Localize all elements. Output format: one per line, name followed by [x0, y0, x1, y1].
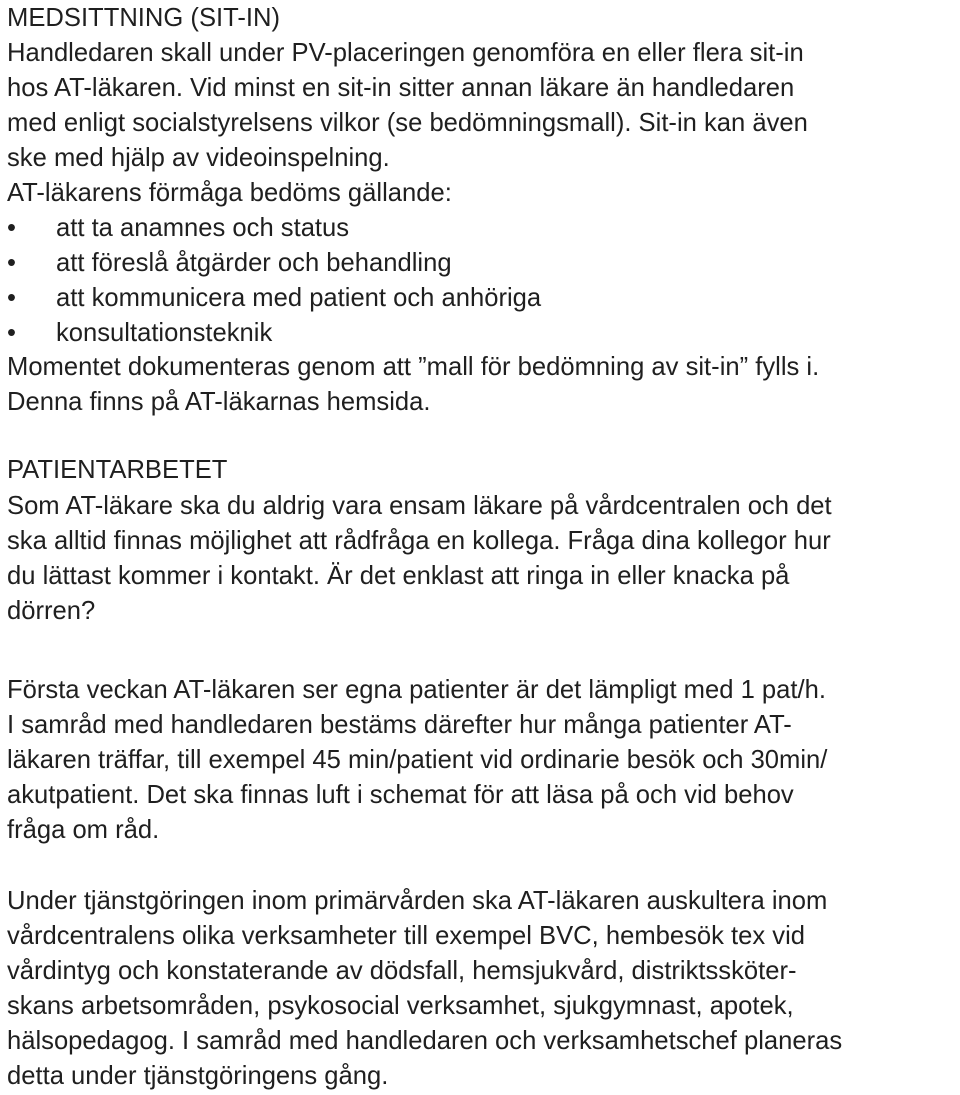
paragraph-line: I samråd med handledaren bestäms därefter hur många patienter AT-: [7, 711, 792, 739]
paragraph-line: skans arbetsområden, psykosocial verksamhet, sjukgymnast, apotek,: [7, 992, 794, 1020]
bullet-text: att föreslå åtgärder och behandling: [56, 249, 452, 277]
paragraph-line: Handledaren skall under PV-placeringen genomföra en eller flera sit-in: [7, 39, 804, 67]
paragraph-line: Under tjänstgöringen inom primärvården ska AT-läkaren auskultera inom: [7, 887, 828, 915]
bullet-icon: •: [7, 319, 16, 347]
paragraph-line: hälsopedagog. I samråd med handledaren och verksamhetschef planeras: [7, 1027, 843, 1055]
paragraph-line: dörren?: [7, 597, 96, 625]
paragraph-line: Som AT-läkare ska du aldrig vara ensam läkare på vårdcentralen och det: [7, 492, 832, 520]
bullet-text: konsultationsteknik: [56, 319, 273, 347]
paragraph-line: läkaren träffar, till exempel 45 min/patient vid ordinarie besök och 30min/: [7, 746, 828, 774]
paragraph-line: hos AT-läkaren. Vid minst en sit-in sitter annan läkare än handledaren: [7, 74, 795, 102]
paragraph-line: detta under tjänstgöringens gång.: [7, 1062, 389, 1090]
paragraph-line: vårdcentralens olika verksamheter till exempel BVC, hembesök tex vid: [7, 922, 806, 950]
bullet-icon: •: [7, 249, 16, 277]
bullet-text: att kommunicera med patient och anhöriga: [56, 284, 542, 312]
paragraph-line: du lättast kommer i kontakt. Är det enklast att ringa in eller knacka på: [7, 562, 790, 590]
paragraph-line: Denna finns på AT-läkarnas hemsida.: [7, 388, 431, 416]
paragraph-line: med enligt socialstyrelsens vilkor (se bedömningsmall). Sit-in kan även: [7, 109, 808, 137]
paragraph-line: ska alltid finnas möjlighet att rådfråga en kollega. Fråga dina kollegor hur: [7, 527, 831, 555]
paragraph-line: fråga om råd.: [7, 816, 160, 844]
section-heading-patientarbetet: PATIENTARBETET: [7, 456, 228, 484]
paragraph-line: vårdintyg och konstaterande av dödsfall, hemsjukvård, distriktssköter-: [7, 957, 797, 985]
paragraph-line: Första veckan AT-läkaren ser egna patienter är det lämpligt med 1 pat/h.: [7, 676, 826, 704]
bullet-icon: •: [7, 284, 16, 312]
bullet-icon: •: [7, 214, 16, 242]
paragraph-line: Momentet dokumenteras genom att ”mall för bedömning av sit-in” fylls i.: [7, 353, 820, 381]
paragraph-line: ske med hjälp av videoinspelning.: [7, 144, 390, 172]
section-heading-sit-in: MEDSITTNING (SIT-IN): [7, 4, 280, 32]
paragraph-line: AT-läkarens förmåga bedöms gällande:: [7, 179, 452, 207]
bullet-text: att ta anamnes och status: [56, 214, 350, 242]
paragraph-line: akutpatient. Det ska finnas luft i schemat för att läsa på och vid behov: [7, 781, 794, 809]
